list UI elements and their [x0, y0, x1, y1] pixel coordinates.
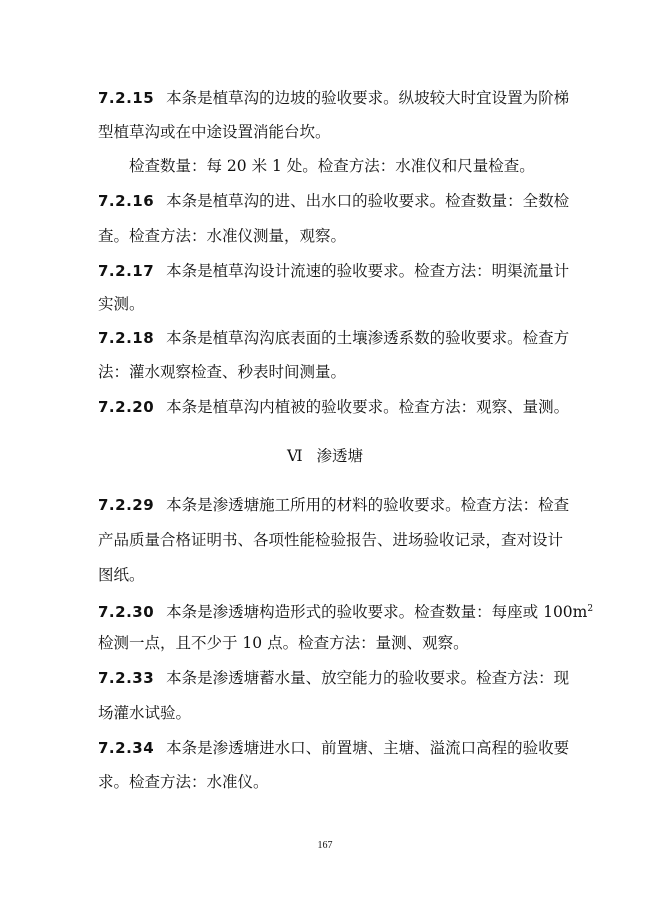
clause-number: 7.2.33	[98, 669, 155, 687]
clause-number: 7.2.20	[98, 398, 155, 416]
clause-number: 7.2.34	[98, 739, 155, 757]
clause-7-2-29-line-3	[98, 565, 145, 585]
clause-text: 本条是渗透塘构造形式的验收要求。检查数量：每座或 100m	[166, 603, 588, 622]
section-title: 渗透塘	[316, 447, 364, 465]
clause-7-2-33-line-1	[98, 668, 569, 688]
clause-7-2-34-line-1	[98, 738, 569, 758]
clause-text: 本条是植草沟设计流速的验收要求。检查方法：明渠流量计	[166, 262, 570, 280]
clause-7-2-18-line-1	[98, 328, 569, 348]
clause-text: 检查数量：每 20 米 1 处。检查方法：水准仪和尺量检查。	[129, 157, 535, 175]
clause-7-2-15-check	[129, 156, 535, 176]
clause-7-2-16-line-1	[98, 191, 569, 211]
clause-text: 图纸。	[98, 566, 145, 584]
clause-text: 本条是植草沟沟底表面的土壤渗透系数的验收要求。检查方	[166, 329, 570, 347]
clause-number: 7.2.29	[98, 496, 155, 514]
clause-7-2-29-line-2	[98, 530, 563, 550]
clause-7-2-30-line-2	[98, 633, 469, 653]
clause-number: 7.2.30	[98, 603, 155, 622]
clause-7-2-33-line-2	[98, 703, 191, 723]
clause-7-2-30-line-1	[98, 599, 593, 622]
clause-7-2-16-line-2	[98, 226, 346, 246]
clause-7-2-17-line-2	[98, 294, 145, 314]
clause-number: 7.2.18	[98, 329, 155, 347]
section-roman-numeral: Ⅵ	[286, 448, 303, 465]
clause-number: 7.2.17	[98, 262, 155, 280]
clause-text: 法：灌水观察检查、秒表时间测量。	[98, 363, 347, 381]
clause-text: 本条是植草沟内植被的验收要求。检查方法：观察、量测。	[166, 398, 570, 416]
page-number: 167	[317, 840, 333, 851]
clause-text: 产品质量合格证明书、各项性能检验报告、进场验收记录，查对设计	[98, 531, 564, 549]
clause-text: 本条是渗透塘施工所用的材料的验收要求。检查方法：检查	[166, 496, 570, 514]
clause-number: 7.2.16	[98, 192, 155, 210]
clause-7-2-34-line-2	[98, 772, 269, 792]
clause-text: 检测一点，且不少于 10 点。检查方法：量测、观察。	[98, 634, 469, 652]
superscript: 2	[587, 604, 594, 614]
clause-7-2-15-line-2	[98, 122, 331, 142]
clause-7-2-17-line-1	[98, 261, 569, 281]
clause-text: 本条是渗透塘蓄水量、放空能力的验收要求。检查方法：现	[166, 669, 570, 687]
clause-text: 查。检查方法：水准仪测量，观察。	[98, 227, 347, 245]
clause-text: 求。检查方法：水准仪。	[98, 773, 269, 791]
clause-text: 型植草沟或在中途设置消能台坎。	[98, 123, 331, 141]
clause-7-2-15-line-1	[98, 88, 569, 108]
clause-7-2-29-line-1	[98, 495, 569, 515]
clause-text: 本条是植草沟的边坡的验收要求。纵坡较大时宜设置为阶梯	[166, 89, 570, 107]
section-heading	[0, 446, 650, 467]
clause-text: 实测。	[98, 295, 145, 313]
clause-7-2-18-line-2	[98, 362, 346, 382]
clause-text: 场灌水试验。	[98, 704, 192, 722]
clause-7-2-20-line-1	[98, 397, 569, 417]
clause-text: 本条是植草沟的进、出水口的验收要求。检查数量：全数检	[166, 192, 570, 210]
clause-number: 7.2.15	[98, 89, 155, 107]
clause-text: 本条是渗透塘进水口、前置塘、主塘、溢流口高程的验收要	[166, 739, 570, 757]
